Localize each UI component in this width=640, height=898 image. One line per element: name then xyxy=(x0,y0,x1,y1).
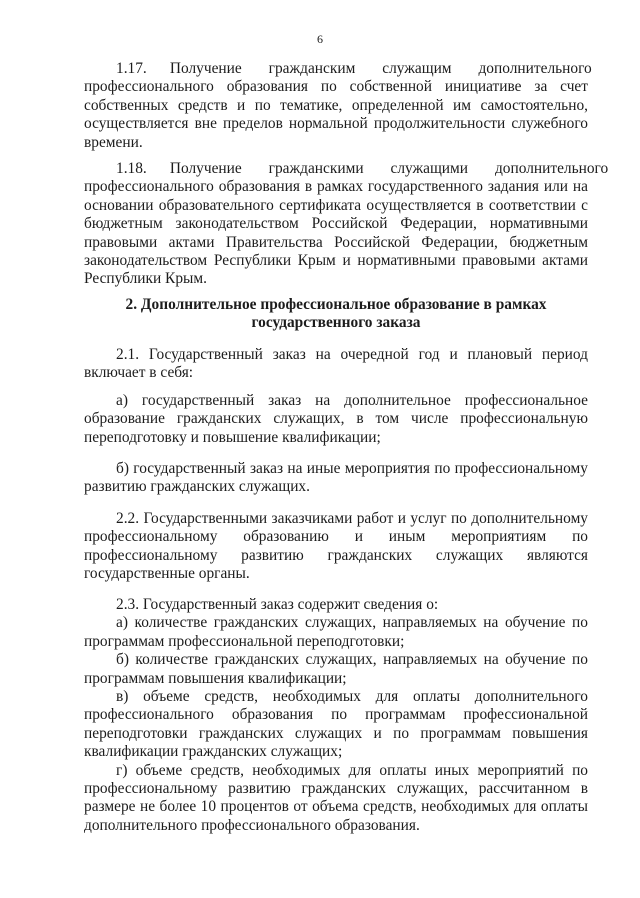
paragraph-line: программам профессиональной переподготовки; xyxy=(84,632,405,650)
paragraph-line: основании образовательного сертификата осуществляется в соответствии с xyxy=(84,196,588,214)
paragraph-line: правовыми актами Правительства Российской Федерации, бюджетным xyxy=(84,233,588,251)
paragraph-1-17 xyxy=(84,60,592,152)
paragraph-line: б) количестве гражданских служащих, направляемых на обучение по xyxy=(116,651,588,669)
paragraph-line: развитию гражданских служащих. xyxy=(84,478,310,496)
paragraph-line: 1.17. Получение гражданским служащим дополнительного xyxy=(116,60,592,77)
paragraph-line: Республики Крым. xyxy=(84,270,207,288)
paragraph-line: профессиональному развитию гражданских служащих, рассчитанном в xyxy=(84,780,588,798)
paragraph-line: бюджетным законодательством Российской Федерации, нормативными xyxy=(84,215,588,233)
paragraph-line: государственные органы. xyxy=(84,565,250,583)
paragraph-line: 2.2. Государственными заказчиками работ и услуг по дополнительному xyxy=(116,510,588,527)
paragraph-line: профессиональному развитию гражданских служащих являются xyxy=(84,546,588,564)
paragraph-line: 1.18. Получение гражданскими служащими дополнительного xyxy=(116,160,609,177)
page-number: 6 xyxy=(317,32,323,46)
paragraph-2-3 xyxy=(84,596,588,835)
paragraph-line: включает в себя: xyxy=(84,364,194,382)
paragraph-line: законодательством Республики Крым и нормативными правовыми актами xyxy=(84,252,588,270)
section-heading xyxy=(84,296,588,333)
paragraph-line: г) объеме средств, необходимых для оплаты иных мероприятий по xyxy=(116,761,588,779)
paragraph-line: б) государственный заказ на иные мероприятия по профессиональному xyxy=(116,460,588,477)
paragraph-line: дополнительного профессионального образования. xyxy=(84,816,420,834)
paragraph-line: профессионального образования по программам профессиональной xyxy=(84,706,588,724)
paragraph-line: профессионального образования в рамках государственного задания или на xyxy=(84,178,588,196)
paragraph-line: а) количестве гражданских служащих, направляемых на обучение по xyxy=(116,614,588,632)
paragraph-line: переподготовку и повышение квалификации; xyxy=(84,428,381,446)
paragraph-2-2 xyxy=(84,510,588,584)
paragraph-line: 2.3. Государственный заказ содержит сведения о: xyxy=(116,596,439,613)
paragraph-line: размере не более 10 процентов от объема средств, необходимых для оплаты xyxy=(84,798,588,816)
paragraph-line: собственных средств и по тематике, определенной им самостоятельно, xyxy=(84,96,588,114)
section-heading-line: 2. Дополнительное профессиональное образование в рамках xyxy=(125,296,547,313)
paragraph-2-1 xyxy=(84,346,588,383)
paragraph-line: времени. xyxy=(84,133,143,151)
paragraph-line: образование гражданских служащих, в том числе профессиональную xyxy=(84,410,588,428)
paragraph-line: профессиональному образованию и иным мероприятиям по xyxy=(84,528,588,546)
paragraph-line: а) государственный заказ на дополнительное профессиональное xyxy=(116,392,588,409)
paragraph-2-1-a xyxy=(84,392,588,447)
paragraph-line: осуществляется вне пределов нормальной продолжительности служебного xyxy=(84,115,588,133)
paragraph-line: 2.1. Государственный заказ на очередной год и плановый период xyxy=(116,346,588,363)
paragraph-1-18 xyxy=(84,160,609,289)
paragraph-2-1-b xyxy=(84,460,588,497)
paragraph-line: профессионального образования по собственной инициативе за счет xyxy=(84,78,588,96)
paragraph-line: квалификации гражданских служащих; xyxy=(84,743,343,761)
paragraph-line: в) объеме средств, необходимых для оплаты дополнительного xyxy=(116,688,588,706)
paragraph-line: программам повышения квалификации; xyxy=(84,669,347,687)
paragraph-line: переподготовки гражданских служащих и по программам повышения xyxy=(84,724,588,742)
section-heading-line: государственного заказа xyxy=(251,314,421,332)
